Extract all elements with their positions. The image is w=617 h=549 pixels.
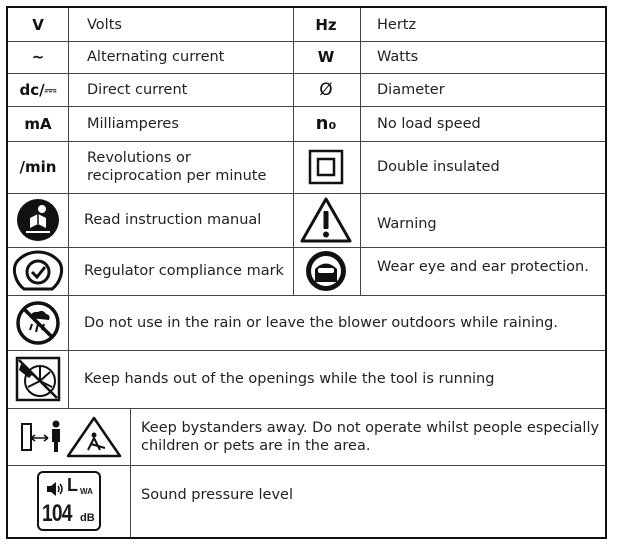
read-manual-icon [8,193,68,247]
rpm-label [87,141,266,193]
sound-label-l: L [67,475,78,495]
diameter-label: Diameter [377,81,445,98]
diameter-symbol: Ø [319,79,333,100]
sound-unit: dB [80,512,95,524]
eye-ear-protection-label: Wear eye and ear protection. [377,259,589,275]
no-rain-icon [8,295,68,350]
ac-symbol: ~ [31,48,45,66]
per-minute-symbol: /min [19,158,57,176]
rpm-label-line2: reciprocation per minute [87,168,267,184]
milliamperes-label: Milliamperes [87,115,179,132]
sound-label-wa: WA [80,487,93,496]
warning-label: Warning [377,216,437,232]
sound-pressure-badge [37,471,101,531]
watts-symbol: W [317,48,335,66]
ac-label: Alternating current [87,49,225,65]
keep-hands-out-icon [8,350,68,408]
bystanders-label-line2: children or pets are in the area. [141,438,371,454]
sound-pressure-icon [8,465,130,537]
rpm-label-line1: Revolutions or [87,150,191,166]
double-insulated-icon [293,141,359,193]
bystanders-label [141,408,599,465]
volts-symbol: V [32,15,44,34]
hertz-label: Hertz [377,16,417,33]
watts-label: Watts [377,49,419,65]
dc-symbol: dc/⎓ [19,80,57,99]
dc-label: Direct current [87,81,188,98]
bystanders-label-line1: Keep bystanders away. Do not operate whilst people especially [141,420,600,436]
sound-pressure-label: Sound pressure level [141,487,293,503]
milliamperes-symbol: mA [24,114,52,133]
sound-value: 104 [42,500,72,527]
warning-icon [293,193,359,247]
no-load-speed-symbol: n₀ [315,113,337,134]
compliance-mark-label: Regulator compliance mark [84,263,284,279]
keep-hands-out-label: Keep hands out of the openings while the tool is running [84,371,495,387]
compliance-mark-icon [8,247,68,295]
no-rain-label: Do not use in the rain or leave the blower outdoors while raining. [84,314,558,331]
eye-ear-protection-icon [293,247,359,295]
read-manual-label: Read instruction manual [84,212,262,228]
double-insulated-label: Double insulated [377,159,500,175]
no-load-speed-label: No load speed [377,115,481,132]
bystanders-icon [8,408,130,465]
hertz-symbol: Hz [315,15,337,34]
volts-label: Volts [87,16,122,33]
